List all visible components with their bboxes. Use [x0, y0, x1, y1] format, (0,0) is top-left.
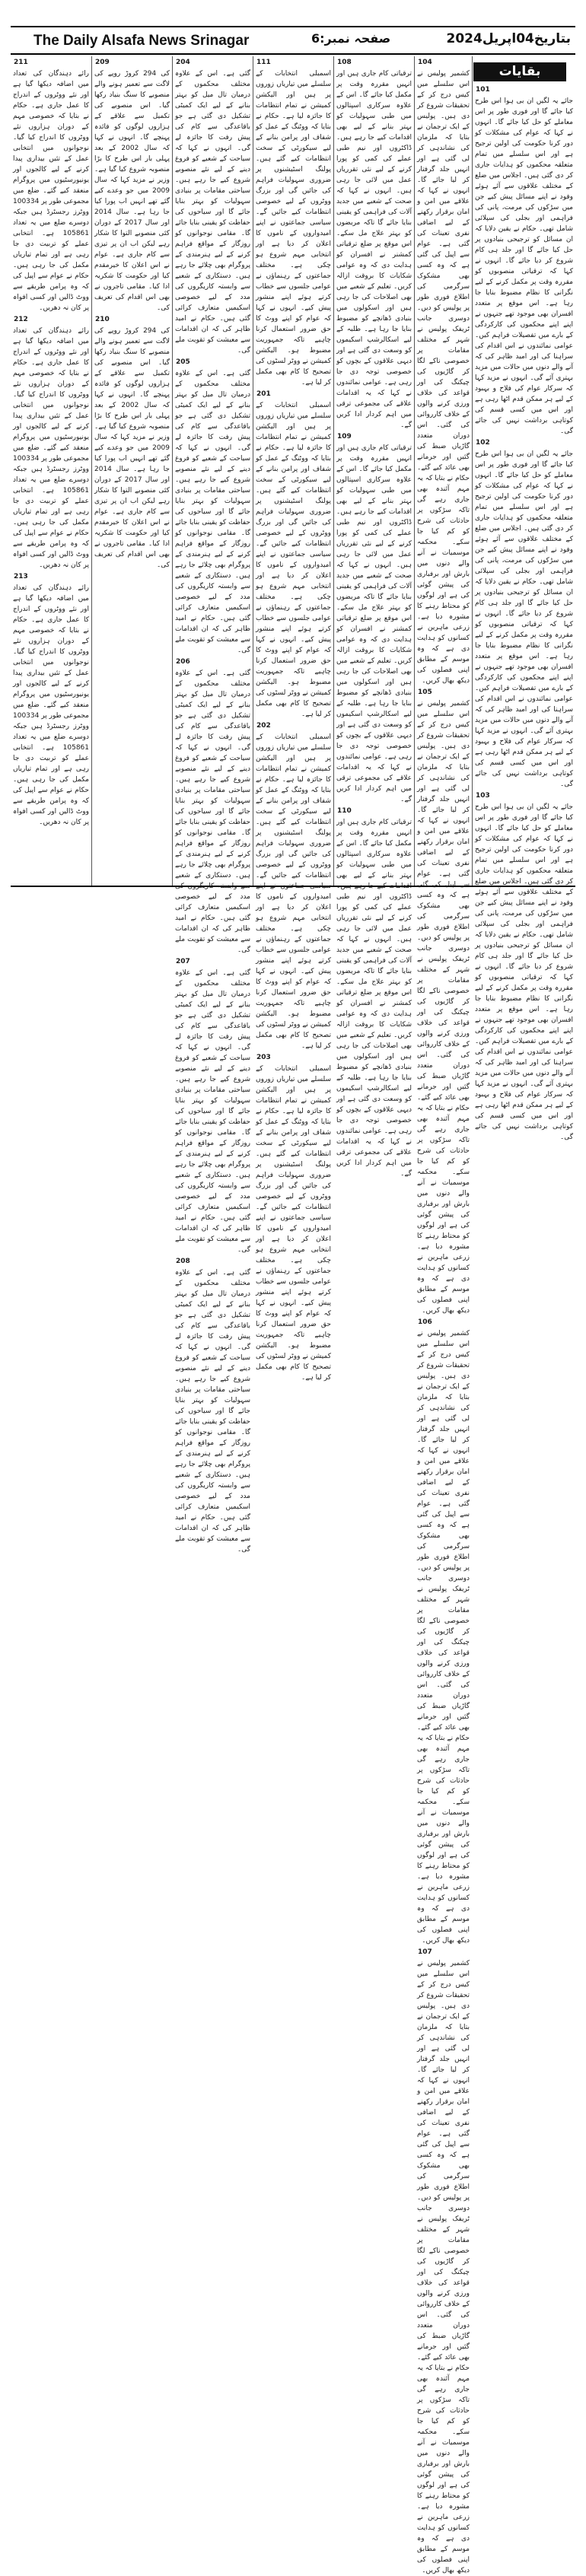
article-text: جائے یہ لگیں ان بی ہوا اس طرح کیا جائے گا اور فوری طور پر اس معاملے کو حل کیا جائے گا۔ انہوں نے کہا کہ عوام کی مشکلات کو دور کرنا حکومت کی اولین ترجیح ہے اور اس سلسلے میں تمام متعلقہ محکموں کو ہدایات جاری کر دی گئی ہیں۔ اجلاس میں ضلع کے مختلف علاقوں سے آئے ہوئے وفود نے اپنے مسائل پیش کیے جن میں سڑکوں کی مرمت، پانی کی فراہمی اور بجلی کی سپلائی شامل تھی۔ حکام نے یقین دلایا کہ ان مسائل کو ترجیحی بنیادوں پر حل کیا جائے گا اور جلد ہی کام شروع کر دیا جائے گا۔ انہوں نے کہا کہ ترقیاتی منصوبوں کو مقررہ وقت پر مکمل کرنے کے لیے نگرانی کا نظام مضبوط بنایا جا رہا ہے۔ اس موقع پر متعدد افسران بھی موجود تھے جنہوں نے اپنے اپنے محکموں کی کارکردگی کے بارے میں تفصیلات فراہم کیں۔ عوامی نمائندوں نے اس اقدام کی سراہنا کی اور امید ظاہر کی کہ آنے والے دنوں میں حالات میں مزید بہتری آئے گی۔ انہوں نے مزید کہا کہ سرکار عوام کی فلاح و بہبود کے لیے ہر ممکن قدم اٹھا رہی ہے اور اس میں کسی قسم کی کوتاہی برداشت نہیں کی جائے گی۔: [475, 450, 573, 788]
article-text: کشمیر پولیس نے اس سلسلے میں کیس درج کر کے تحقیقات شروع کر دی ہیں۔ پولیس کے ایک ترجمان نے بتایا کہ ملزمان کی نشاندہی کر لی گئی ہے اور انہیں جلد گرفتار کر لیا جائے گا۔ انہوں نے کہا کہ علاقے میں امن و امان برقرار رکھنے کے لیے اضافی نفری تعینات کی گئی ہے۔ عوام سے اپیل کی گئی ہے کہ وہ کسی بھی مشکوک سرگرمی کی اطلاع فوری طور پر پولیس کو دیں۔ دوسری جانب ٹریفک پولیس نے شہر کے مختلف مقامات پر خصوصی ناکے لگا کر گاڑیوں کی چیکنگ کی اور قواعد کی خلاف ورزی کرنے والوں کے خلاف کارروائی کی گئی۔ اس دوران متعدد گاڑیاں ضبط کی گئیں اور جرمانے بھی عائد کیے گئے۔ حکام نے بتایا کہ یہ مہم آئندہ بھی جاری رہے گی تاکہ سڑکوں پر حادثات کی شرح کو کم کیا جا سکے۔ محکمہ موسمیات نے آنے والے دنوں میں بارش اور برفباری کی پیشن گوئی کی ہے اور لوگوں کو محتاط رہنے کا مشورہ دیا ہے۔ زرعی ماہرین نے کسانوں کو ہدایت دی ہے کہ وہ موسم کے مطابق اپنی فصلوں کی دیکھ بھال کریں۔: [417, 700, 470, 1315]
article-number: 110: [337, 807, 352, 815]
article-text: جائے یہ لگیں ان بی ہوا اس طرح کیا جائے گا اور فوری طور پر اس معاملے کو حل کیا جائے گا۔ انہوں نے کہا کہ عوام کی مشکلات کو دور کرنا حکومت کی اولین ترجیح ہے اور اس سلسلے میں تمام متعلقہ محکموں کو ہدایات جاری کر دی گئی ہیں۔ اجلاس میں ضلع کے مختلف علاقوں سے آئے ہوئے وفود نے اپنے مسائل پیش کیے جن میں سڑکوں کی مرمت، پانی کی فراہمی اور بجلی کی سپلائی شامل تھی۔ حکام نے یقین دلایا کہ ان مسائل کو ترجیحی بنیادوں پر حل کیا جائے گا اور جلد ہی کام شروع کر دیا جائے گا۔ انہوں نے کہا کہ ترقیاتی منصوبوں کو مقررہ وقت پر مکمل کرنے کے لیے نگرانی کا نظام مضبوط بنایا جا رہا ہے۔ اس موقع پر متعدد افسران بھی موجود تھے جنہوں نے اپنے اپنے محکموں کی کارکردگی کے بارے میں تفصیلات فراہم کیں۔ عوامی نمائندوں نے اس اقدام کی سراہنا کی اور امید ظاہر کی کہ آنے والے دنوں میں حالات میں مزید بہتری آئے گی۔ انہوں نے مزید کہا کہ سرکار عوام کی فلاح و بہبود کے لیے ہر ممکن قدم اٹھا رہی ہے اور اس میں کسی قسم کی کوتاہی برداشت نہیں کی جائے گی۔: [475, 803, 573, 1141]
article-text: گئی ہے۔ اس کے علاوہ مختلف محکموں کے درمیان تال میل کو بہتر بنانے کے لیے ایک کمیٹی تشکیل دی گئی ہے جو باقاعدگی سے کام کی پیش رفت کا جائزہ لے گی۔ انہوں نے کہا کہ سیاحت کے شعبے کو فروغ دینے کے لیے نئے منصوبے شروع کیے جا رہے ہیں۔ سیاحتی مقامات پر بنیادی سہولیات کو بہتر بنایا جائے گا اور سیاحوں کی حفاظت کو یقینی بنایا جائے گا۔ مقامی نوجوانوں کو روزگار کے مواقع فراہم کرنے کے لیے ہنرمندی کے پروگرام بھی چلائے جا رہے ہیں۔ دستکاری کے شعبے سے وابستہ کاریگروں کی مدد کے لیے خصوصی اسکیمیں متعارف کرائی گئی ہیں۔ حکام نے امید ظاہر کی کہ ان اقدامات سے معیشت کو تقویت ملے گی۔: [175, 70, 250, 355]
article-number: 104: [418, 59, 432, 66]
newspaper-name: The Daily Alsafa News Srinagar: [33, 33, 250, 49]
article-column: [173, 56, 253, 1554]
article-text: کشمیر پولیس نے اس سلسلے میں کیس درج کر کے تحقیقات شروع کر دی ہیں۔ پولیس کے ایک ترجمان نے بتایا کہ ملزمان کی نشاندہی کر لی گئی ہے اور انہیں جلد گرفتار کر لیا جائے گا۔ انہوں نے کہا کہ علاقے میں امن و امان برقرار رکھنے کے لیے اضافی نفری تعینات کی گئی ہے۔ عوام سے اپیل کی گئی ہے کہ وہ کسی بھی مشکوک سرگرمی کی اطلاع فوری طور پر پولیس کو دیں۔ دوسری جانب ٹریفک پولیس نے شہر کے مختلف مقامات پر خصوصی ناکے لگا کر گاڑیوں کی چیکنگ کی اور قواعد کی خلاف ورزی کرنے والوں کے خلاف کارروائی کی گئی۔ اس دوران متعدد گاڑیاں ضبط کی گئیں اور جرمانے بھی عائد کیے گئے۔ حکام نے بتایا کہ یہ مہم آئندہ بھی جاری رہے گی تاکہ سڑکوں پر حادثات کی شرح کو کم کیا جا سکے۔ محکمہ موسمیات نے آنے والے دنوں میں بارش اور برفباری کی پیشن گوئی کی ہے اور لوگوں کو محتاط رہنے کا مشورہ دیا ہے۔ زرعی ماہرین نے کسانوں کو ہدایت دی ہے کہ وہ موسم کے مطابق اپنی فصلوں کی دیکھ بھال کریں۔: [417, 70, 470, 685]
article-text: اسمبلی انتخابات کے سلسلے میں تیاریاں زوروں پر ہیں اور الیکشن کمیشن نے تمام انتظامات کا جائزہ لیا ہے۔ حکام نے بتایا کہ ووٹنگ کے عمل کو شفاف اور پرامن بنانے کے لیے سیکورٹی کے سخت انتظامات کیے گئے ہیں۔ پولنگ اسٹیشنوں پر ضروری سہولیات فراہم کی جائیں گی اور بزرگ ووٹروں کے لیے خصوصی انتظامات کیے جائیں گے۔ سیاسی جماعتوں نے اپنے امیدواروں کے ناموں کا اعلان کر دیا ہے اور انتخابی مہم شروع ہو چکی ہے۔ مختلف جماعتوں کے رہنماؤں نے عوامی جلسوں سے خطاب کرتے ہوئے اپنے منشور پیش کیے۔ انہوں نے کہا کہ عوام کو اپنے ووٹ کا حق ضرور استعمال کرنا چاہیے تاکہ جمہوریت مضبوط ہو۔ الیکشن کمیشن نے ووٹر لسٹوں کی تصحیح کا کام بھی مکمل کر لیا ہے۔: [256, 733, 331, 1050]
article-text: کی 294 کروڑ روپے کی لاگت سے تعمیر ہونے والے منصوبے کا سنگ بنیاد رکھا گیا۔ اس منصوبے کی تکمیل سے علاقے کے ہزاروں لوگوں کو فائدہ پہنچے گا۔ انہوں نے کہا کہ سال 2002 کے بعد پہلی بار اس طرح کا بڑا منصوبہ شروع کیا گیا ہے۔ وزیر نے مزید کہا کہ سال 2009 میں جو وعدے کیے گئے تھے انہیں اب پورا کیا جا رہا ہے۔ سال 2014 اور سال 2017 کے دوران کئی منصوبے التوا کا شکار رہے لیکن اب ان پر تیزی سے کام جاری ہے۔ عوام نے اس اعلان کا خیرمقدم کیا اور حکومت کا شکریہ ادا کیا۔ مقامی تاجروں نے بھی اس اقدام کی تعریف کی۔: [94, 327, 170, 569]
article-number: 212: [14, 316, 28, 323]
article-text: رائے دہندگان کی تعداد میں اضافہ دیکھا گیا ہے اور نئے ووٹروں کے اندراج کا عمل جاری ہے۔ حکام نے بتایا کہ خصوصی مہم کے دوران ہزاروں نئے ووٹروں کا اندراج کیا گیا۔ نوجوانوں میں انتخابی عمل کے تئیں بیداری پیدا کرنے کے لیے کالجوں اور یونیورسٹیوں میں پروگرام منعقد کیے گئے۔ ضلع میں مجموعی طور پر 100334 ووٹرز رجسٹرڈ ہیں جبکہ دوسرے ضلع میں یہ تعداد 105861 ہے۔ انتخابی عملے کو تربیت دی جا رہی ہے اور تمام تیاریاں مکمل کی جا رہی ہیں۔ حکام نے عوام سے اپیل کی کہ وہ پرامن طریقے سے ووٹ ڈالیں اور کسی افواہ پر کان نہ دھریں۔: [13, 327, 89, 569]
article-number: 208: [176, 1258, 190, 1265]
article-text: ترقیاتی کام جاری ہیں اور انہیں مقررہ وقت پر مکمل کیا جائے گا۔ اس کے علاوہ سرکاری اسپتالوں میں طبی سہولیات کو بہتر بنانے کے لیے بھی اقدامات کیے جا رہے ہیں۔ ڈاکٹروں اور نیم طبی عملے کی کمی کو پورا کرنے کے لیے نئی تقرریاں عمل میں لائی جا رہی ہیں۔ انہوں نے کہا کہ صحت کے شعبے میں جدید آلات کی فراہمی کو یقینی بنایا جائے گا تاکہ مریضوں کو بہتر علاج مل سکے۔ اس موقع پر ضلع ترقیاتی کمشنر نے افسران کو ہدایت دی کہ وہ عوامی شکایات کا بروقت ازالہ کریں۔ تعلیم کے شعبے میں بھی اصلاحات کی جا رہی ہیں اور اسکولوں میں بنیادی ڈھانچے کو مضبوط بنایا جا رہا ہے۔ طلبہ کے لیے اسکالرشپ اسکیموں کو وسعت دی گئی ہے اور دیہی علاقوں کے بچوں کو خصوصی توجہ دی جا رہی ہے۔ عوامی نمائندوں نے کہا کہ یہ اقدامات علاقے کی مجموعی ترقی میں اہم کردار ادا کریں گے۔: [336, 70, 412, 429]
article-number: 203: [256, 1054, 271, 1061]
page-number: صفحہ نمبر:6: [311, 31, 391, 46]
article-text: گئی ہے۔ اس کے علاوہ مختلف محکموں کے درمیان تال میل کو بہتر بنانے کے لیے ایک کمیٹی تشکیل دی گئی ہے جو باقاعدگی سے کام کی پیش رفت کا جائزہ لے گی۔ انہوں نے کہا کہ سیاحت کے شعبے کو فروغ دینے کے لیے نئے منصوبے شروع کیے جا رہے ہیں۔ سیاحتی مقامات پر بنیادی سہولیات کو بہتر بنایا جائے گا اور سیاحوں کی حفاظت کو یقینی بنایا جائے گا۔ مقامی نوجوانوں کو روزگار کے مواقع فراہم کرنے کے لیے ہنرمندی کے پروگرام بھی چلائے جا رہے ہیں۔ دستکاری کے شعبے سے وابستہ کاریگروں کی مدد کے لیے خصوصی اسکیمیں متعارف کرائی گئی ہیں۔ حکام نے امید ظاہر کی کہ ان اقدامات سے معیشت کو تقویت ملے گی۔: [175, 969, 250, 1254]
article-number: 102: [476, 439, 490, 447]
article-number: 201: [256, 390, 271, 398]
article-number: 101: [476, 86, 490, 94]
article-text: اسمبلی انتخابات کے سلسلے میں تیاریاں زوروں پر ہیں اور الیکشن کمیشن نے تمام انتظامات کا جائزہ لیا ہے۔ حکام نے بتایا کہ ووٹنگ کے عمل کو شفاف اور پرامن بنانے کے لیے سیکورٹی کے سخت انتظامات کیے گئے ہیں۔ پولنگ اسٹیشنوں پر ضروری سہولیات فراہم کی جائیں گی اور بزرگ ووٹروں کے لیے خصوصی انتظامات کیے جائیں گے۔ سیاسی جماعتوں نے اپنے امیدواروں کے ناموں کا اعلان کر دیا ہے اور انتخابی مہم شروع ہو چکی ہے۔ مختلف جماعتوں کے رہنماؤں نے عوامی جلسوں سے خطاب کرتے ہوئے اپنے منشور پیش کیے۔ انہوں نے کہا کہ عوام کو اپنے ووٹ کا حق ضرور استعمال کرنا چاہیے تاکہ جمہوریت مضبوط ہو۔ الیکشن کمیشن نے ووٹر لسٹوں کی تصحیح کا کام بھی مکمل کر لیا ہے۔: [256, 70, 331, 386]
masthead: [11, 26, 575, 55]
article-number: 107: [418, 1948, 432, 1956]
article-text: ترقیاتی کام جاری ہیں اور انہیں مقررہ وقت پر مکمل کیا جائے گا۔ اس کے علاوہ سرکاری اسپتالوں میں طبی سہولیات کو بہتر بنانے کے لیے بھی اقدامات کیے جا رہے ہیں۔ ڈاکٹروں اور نیم طبی عملے کی کمی کو پورا کرنے کے لیے نئی تقرریاں عمل میں لائی جا رہی ہیں۔ انہوں نے کہا کہ صحت کے شعبے میں جدید آلات کی فراہمی کو یقینی بنایا جائے گا تاکہ مریضوں کو بہتر علاج مل سکے۔ اس موقع پر ضلع ترقیاتی کمشنر نے افسران کو ہدایت دی کہ وہ عوامی شکایات کا بروقت ازالہ کریں۔ تعلیم کے شعبے میں بھی اصلاحات کی جا رہی ہیں اور اسکولوں میں بنیادی ڈھانچے کو مضبوط بنایا جا رہا ہے۔ طلبہ کے لیے اسکالرشپ اسکیموں کو وسعت دی گئی ہے اور دیہی علاقوں کے بچوں کو خصوصی توجہ دی جا رہی ہے۔ عوامی نمائندوں نے کہا کہ یہ اقدامات علاقے کی مجموعی ترقی میں اہم کردار ادا کریں گے۔: [336, 444, 412, 803]
article-number: 206: [176, 658, 190, 666]
article-number: 210: [95, 316, 110, 323]
article-number: 111: [256, 59, 271, 66]
article-text: رائے دہندگان کی تعداد میں اضافہ دیکھا گیا ہے اور نئے ووٹروں کے اندراج کا عمل جاری ہے۔ حکام نے بتایا کہ خصوصی مہم کے دوران ہزاروں نئے ووٹروں کا اندراج کیا گیا۔ نوجوانوں میں انتخابی عمل کے تئیں بیداری پیدا کرنے کے لیے کالجوں اور یونیورسٹیوں میں پروگرام منعقد کیے گئے۔ ضلع میں مجموعی طور پر 100334 ووٹرز رجسٹرڈ ہیں جبکہ دوسرے ضلع میں یہ تعداد 105861 ہے۔ انتخابی عملے کو تربیت دی جا رہی ہے اور تمام تیاریاں مکمل کی جا رہی ہیں۔ حکام نے عوام سے اپیل کی کہ وہ پرامن طریقے سے ووٹ ڈالیں اور کسی افواہ پر کان نہ دھریں۔: [13, 584, 89, 826]
section-label: بقایات: [473, 62, 566, 81]
issue-date: بتاریخ04اپریل2024: [446, 31, 571, 46]
article-number: 105: [418, 689, 432, 696]
article-text: کشمیر پولیس نے اس سلسلے میں کیس درج کر کے تحقیقات شروع کر دی ہیں۔ پولیس کے ایک ترجمان نے بتایا کہ ملزمان کی نشاندہی کر لی گئی ہے اور انہیں جلد گرفتار کر لیا جائے گا۔ انہوں نے کہا کہ علاقے میں امن و امان برقرار رکھنے کے لیے اضافی نفری تعینات کی گئی ہے۔ عوام سے اپیل کی گئی ہے کہ وہ کسی بھی مشکوک سرگرمی کی اطلاع فوری طور پر پولیس کو دیں۔ دوسری جانب ٹریفک پولیس نے شہر کے مختلف مقامات پر خصوصی ناکے لگا کر گاڑیوں کی چیکنگ کی اور قواعد کی خلاف ورزی کرنے والوں کے خلاف کارروائی کی گئی۔ اس دوران متعدد گاڑیاں ضبط کی گئیں اور جرمانے بھی عائد کیے گئے۔ حکام نے بتایا کہ یہ مہم آئندہ بھی جاری رہے گی تاکہ سڑکوں پر حادثات کی شرح کو کم کیا جا سکے۔ محکمہ موسمیات نے آنے والے دنوں میں بارش اور برفباری کی پیشن گوئی کی ہے اور لوگوں کو محتاط رہنے کا مشورہ دیا ہے۔ زرعی ماہرین نے کسانوں کو ہدایت دی ہے کہ وہ موسم کے مطابق اپنی فصلوں کی دیکھ بھال کریں۔: [417, 1330, 470, 1945]
article-number: 108: [337, 59, 352, 66]
article-number: 213: [14, 573, 28, 580]
article-text: کی 294 کروڑ روپے کی لاگت سے تعمیر ہونے والے منصوبے کا سنگ بنیاد رکھا گیا۔ اس منصوبے کی تکمیل سے علاقے کے ہزاروں لوگوں کو فائدہ پہنچے گا۔ انہوں نے کہا کہ سال 2002 کے بعد پہلی بار اس طرح کا بڑا منصوبہ شروع کیا گیا ہے۔ وزیر نے مزید کہا کہ سال 2009 میں جو وعدے کیے گئے تھے انہیں اب پورا کیا جا رہا ہے۔ سال 2014 اور سال 2017 کے دوران کئی منصوبے التوا کا شکار رہے لیکن اب ان پر تیزی سے کام جاری ہے۔ عوام نے اس اعلان کا خیرمقدم کیا اور حکومت کا شکریہ ادا کیا۔ مقامی تاجروں نے بھی اس اقدام کی تعریف کی۔: [94, 70, 170, 312]
article-column: [334, 56, 414, 1178]
article-number: 202: [256, 722, 271, 730]
article-column: [473, 84, 575, 1141]
article-text: رائے دہندگان کی تعداد میں اضافہ دیکھا گیا ہے اور نئے ووٹروں کے اندراج کا عمل جاری ہے۔ حکام نے بتایا کہ خصوصی مہم کے دوران ہزاروں نئے ووٹروں کا اندراج کیا گیا۔ نوجوانوں میں انتخابی عمل کے تئیں بیداری پیدا کرنے کے لیے کالجوں اور یونیورسٹیوں میں پروگرام منعقد کیے گئے۔ ضلع میں مجموعی طور پر 100334 ووٹرز رجسٹرڈ ہیں جبکہ دوسرے ضلع میں یہ تعداد 105861 ہے۔ انتخابی عملے کو تربیت دی جا رہی ہے اور تمام تیاریاں مکمل کی جا رہی ہیں۔ حکام نے عوام سے اپیل کی کہ وہ پرامن طریقے سے ووٹ ڈالیں اور کسی افواہ پر کان نہ دھریں۔: [13, 70, 89, 312]
article-text: کشمیر پولیس نے اس سلسلے میں کیس درج کر کے تحقیقات شروع کر دی ہیں۔ پولیس کے ایک ترجمان نے بتایا کہ ملزمان کی نشاندہی کر لی گئی ہے اور انہیں جلد گرفتار کر لیا جائے گا۔ انہوں نے کہا کہ علاقے میں امن و امان برقرار رکھنے کے لیے اضافی نفری تعینات کی گئی ہے۔ عوام سے اپیل کی گئی ہے کہ وہ کسی بھی مشکوک سرگرمی کی اطلاع فوری طور پر پولیس کو دیں۔ دوسری جانب ٹریفک پولیس نے شہر کے مختلف مقامات پر خصوصی ناکے لگا کر گاڑیوں کی چیکنگ کی اور قواعد کی خلاف ورزی کرنے والوں کے خلاف کارروائی کی گئی۔ اس دوران متعدد گاڑیاں ضبط کی گئیں اور جرمانے بھی عائد کیے گئے۔ حکام نے بتایا کہ یہ مہم آئندہ بھی جاری رہے گی تاکہ سڑکوں پر حادثات کی شرح کو کم کیا جا سکے۔ محکمہ موسمیات نے آنے والے دنوں میں بارش اور برفباری کی پیشن گوئی کی ہے اور لوگوں کو محتاط رہنے کا مشورہ دیا ہے۔ زرعی ماہرین نے کسانوں کو ہدایت دی ہے کہ وہ موسم کے مطابق اپنی فصلوں کی دیکھ بھال کریں۔: [417, 1960, 470, 2574]
article-text: ترقیاتی کام جاری ہیں اور انہیں مقررہ وقت پر مکمل کیا جائے گا۔ اس کے علاوہ سرکاری اسپتالوں میں طبی سہولیات کو بہتر بنانے کے لیے بھی اقدامات کیے جا رہے ہیں۔ ڈاکٹروں اور نیم طبی عملے کی کمی کو پورا کرنے کے لیے نئی تقرریاں عمل میں لائی جا رہی ہیں۔ انہوں نے کہا کہ صحت کے شعبے میں جدید آلات کی فراہمی کو یقینی بنایا جائے گا تاکہ مریضوں کو بہتر علاج مل سکے۔ اس موقع پر ضلع ترقیاتی کمشنر نے افسران کو ہدایت دی کہ وہ عوامی شکایات کا بروقت ازالہ کریں۔ تعلیم کے شعبے میں بھی اصلاحات کی جا رہی ہیں اور اسکولوں میں بنیادی ڈھانچے کو مضبوط بنایا جا رہا ہے۔ طلبہ کے لیے اسکالرشپ اسکیموں کو وسعت دی گئی ہے اور دیہی علاقوں کے بچوں کو خصوصی توجہ دی جا رہی ہے۔ عوامی نمائندوں نے کہا کہ یہ اقدامات علاقے کی مجموعی ترقی میں اہم کردار ادا کریں گے۔: [336, 819, 412, 1178]
article-number: 209: [95, 59, 110, 66]
article-text: اسمبلی انتخابات کے سلسلے میں تیاریاں زوروں پر ہیں اور الیکشن کمیشن نے تمام انتظامات کا جائزہ لیا ہے۔ حکام نے بتایا کہ ووٹنگ کے عمل کو شفاف اور پرامن بنانے کے لیے سیکورٹی کے سخت انتظامات کیے گئے ہیں۔ پولنگ اسٹیشنوں پر ضروری سہولیات فراہم کی جائیں گی اور بزرگ ووٹروں کے لیے خصوصی انتظامات کیے جائیں گے۔ سیاسی جماعتوں نے اپنے امیدواروں کے ناموں کا اعلان کر دیا ہے اور انتخابی مہم شروع ہو چکی ہے۔ مختلف جماعتوں کے رہنماؤں نے عوامی جلسوں سے خطاب کرتے ہوئے اپنے منشور پیش کیے۔ انہوں نے کہا کہ عوام کو اپنے ووٹ کا حق ضرور استعمال کرنا چاہیے تاکہ جمہوریت مضبوط ہو۔ الیکشن کمیشن نے ووٹر لسٹوں کی تصحیح کا کام بھی مکمل کر لیا ہے۔: [256, 402, 331, 718]
article-column: [11, 56, 91, 886]
article-number: 106: [418, 1318, 432, 1326]
article-number: 207: [176, 958, 190, 965]
article-text: اسمبلی انتخابات کے سلسلے میں تیاریاں زوروں پر ہیں اور الیکشن کمیشن نے تمام انتظامات کا جائزہ لیا ہے۔ حکام نے بتایا کہ ووٹنگ کے عمل کو شفاف اور پرامن بنانے کے لیے سیکورٹی کے سخت انتظامات کیے گئے ہیں۔ پولنگ اسٹیشنوں پر ضروری سہولیات فراہم کی جائیں گی اور بزرگ ووٹروں کے لیے خصوصی انتظامات کیے جائیں گے۔ سیاسی جماعتوں نے اپنے امیدواروں کے ناموں کا اعلان کر دیا ہے اور انتخابی مہم شروع ہو چکی ہے۔ مختلف جماعتوں کے رہنماؤں نے عوامی جلسوں سے خطاب کرتے ہوئے اپنے منشور پیش کیے۔ انہوں نے کہا کہ عوام کو اپنے ووٹ کا حق ضرور استعمال کرنا چاہیے تاکہ جمہوریت مضبوط ہو۔ الیکشن کمیشن نے ووٹر لسٹوں کی تصحیح کا کام بھی مکمل کر لیا ہے۔: [256, 1065, 331, 1382]
article-number: 205: [176, 358, 190, 366]
article-number: 211: [14, 59, 28, 66]
article-text: گئی ہے۔ اس کے علاوہ مختلف محکموں کے درمیان تال میل کو بہتر بنانے کے لیے ایک کمیٹی تشکیل دی گئی ہے جو باقاعدگی سے کام کی پیش رفت کا جائزہ لے گی۔ انہوں نے کہا کہ سیاحت کے شعبے کو فروغ دینے کے لیے نئے منصوبے شروع کیے جا رہے ہیں۔ سیاحتی مقامات پر بنیادی سہولیات کو بہتر بنایا جائے گا اور سیاحوں کی حفاظت کو یقینی بنایا جائے گا۔ مقامی نوجوانوں کو روزگار کے مواقع فراہم کرنے کے لیے ہنرمندی کے پروگرام بھی چلائے جا رہے ہیں۔ دستکاری کے شعبے سے وابستہ کاریگروں کی مدد کے لیے خصوصی اسکیمیں متعارف کرائی گئی ہیں۔ حکام نے امید ظاہر کی کہ ان اقدامات سے معیشت کو تقویت ملے گی۔: [175, 669, 250, 954]
article-column: [92, 56, 172, 886]
article-column: [415, 56, 472, 2574]
article-text: گئی ہے۔ اس کے علاوہ مختلف محکموں کے درمیان تال میل کو بہتر بنانے کے لیے ایک کمیٹی تشکیل دی گئی ہے جو باقاعدگی سے کام کی پیش رفت کا جائزہ لے گی۔ انہوں نے کہا کہ سیاحت کے شعبے کو فروغ دینے کے لیے نئے منصوبے شروع کیے جا رہے ہیں۔ سیاحتی مقامات پر بنیادی سہولیات کو بہتر بنایا جائے گا اور سیاحوں کی حفاظت کو یقینی بنایا جائے گا۔ مقامی نوجوانوں کو روزگار کے مواقع فراہم کرنے کے لیے ہنرمندی کے پروگرام بھی چلائے جا رہے ہیں۔ دستکاری کے شعبے سے وابستہ کاریگروں کی مدد کے لیے خصوصی اسکیمیں متعارف کرائی گئی ہیں۔ حکام نے امید ظاہر کی کہ ان اقدامات سے معیشت کو تقویت ملے گی۔: [175, 370, 250, 654]
article-number: 109: [337, 433, 352, 440]
article-number: 103: [476, 792, 490, 800]
article-text: گئی ہے۔ اس کے علاوہ مختلف محکموں کے درمیان تال میل کو بہتر بنانے کے لیے ایک کمیٹی تشکیل دی گئی ہے جو باقاعدگی سے کام کی پیش رفت کا جائزہ لے گی۔ انہوں نے کہا کہ سیاحت کے شعبے کو فروغ دینے کے لیے نئے منصوبے شروع کیے جا رہے ہیں۔ سیاحتی مقامات پر بنیادی سہولیات کو بہتر بنایا جائے گا اور سیاحوں کی حفاظت کو یقینی بنایا جائے گا۔ مقامی نوجوانوں کو روزگار کے مواقع فراہم کرنے کے لیے ہنرمندی کے پروگرام بھی چلائے جا رہے ہیں۔ دستکاری کے شعبے سے وابستہ کاریگروں کی مدد کے لیے خصوصی اسکیمیں متعارف کرائی گئی ہیں۔ حکام نے امید ظاہر کی کہ ان اقدامات سے معیشت کو تقویت ملے گی۔: [175, 1269, 250, 1554]
article-text: جائے یہ لگیں ان بی ہوا اس طرح کیا جائے گا اور فوری طور پر اس معاملے کو حل کیا جائے گا۔ انہوں نے کہا کہ عوام کی مشکلات کو دور کرنا حکومت کی اولین ترجیح ہے اور اس سلسلے میں تمام متعلقہ محکموں کو ہدایات جاری کر دی گئی ہیں۔ اجلاس میں ضلع کے مختلف علاقوں سے آئے ہوئے وفود نے اپنے مسائل پیش کیے جن میں سڑکوں کی مرمت، پانی کی فراہمی اور بجلی کی سپلائی شامل تھی۔ حکام نے یقین دلایا کہ ان مسائل کو ترجیحی بنیادوں پر حل کیا جائے گا اور جلد ہی کام شروع کر دیا جائے گا۔ انہوں نے کہا کہ ترقیاتی منصوبوں کو مقررہ وقت پر مکمل کرنے کے لیے نگرانی کا نظام مضبوط بنایا جا رہا ہے۔ اس موقع پر متعدد افسران بھی موجود تھے جنہوں نے اپنے اپنے محکموں کی کارکردگی کے بارے میں تفصیلات فراہم کیں۔ عوامی نمائندوں نے اس اقدام کی سراہنا کی اور امید ظاہر کی کہ آنے والے دنوں میں حالات میں مزید بہتری آئے گی۔ انہوں نے مزید کہا کہ سرکار عوام کی فلاح و بہبود کے لیے ہر ممکن قدم اٹھا رہی ہے اور اس میں کسی قسم کی کوتاہی برداشت نہیں کی جائے گی۔: [475, 97, 573, 435]
article-number: 204: [176, 59, 190, 66]
article-column: [253, 56, 333, 1382]
